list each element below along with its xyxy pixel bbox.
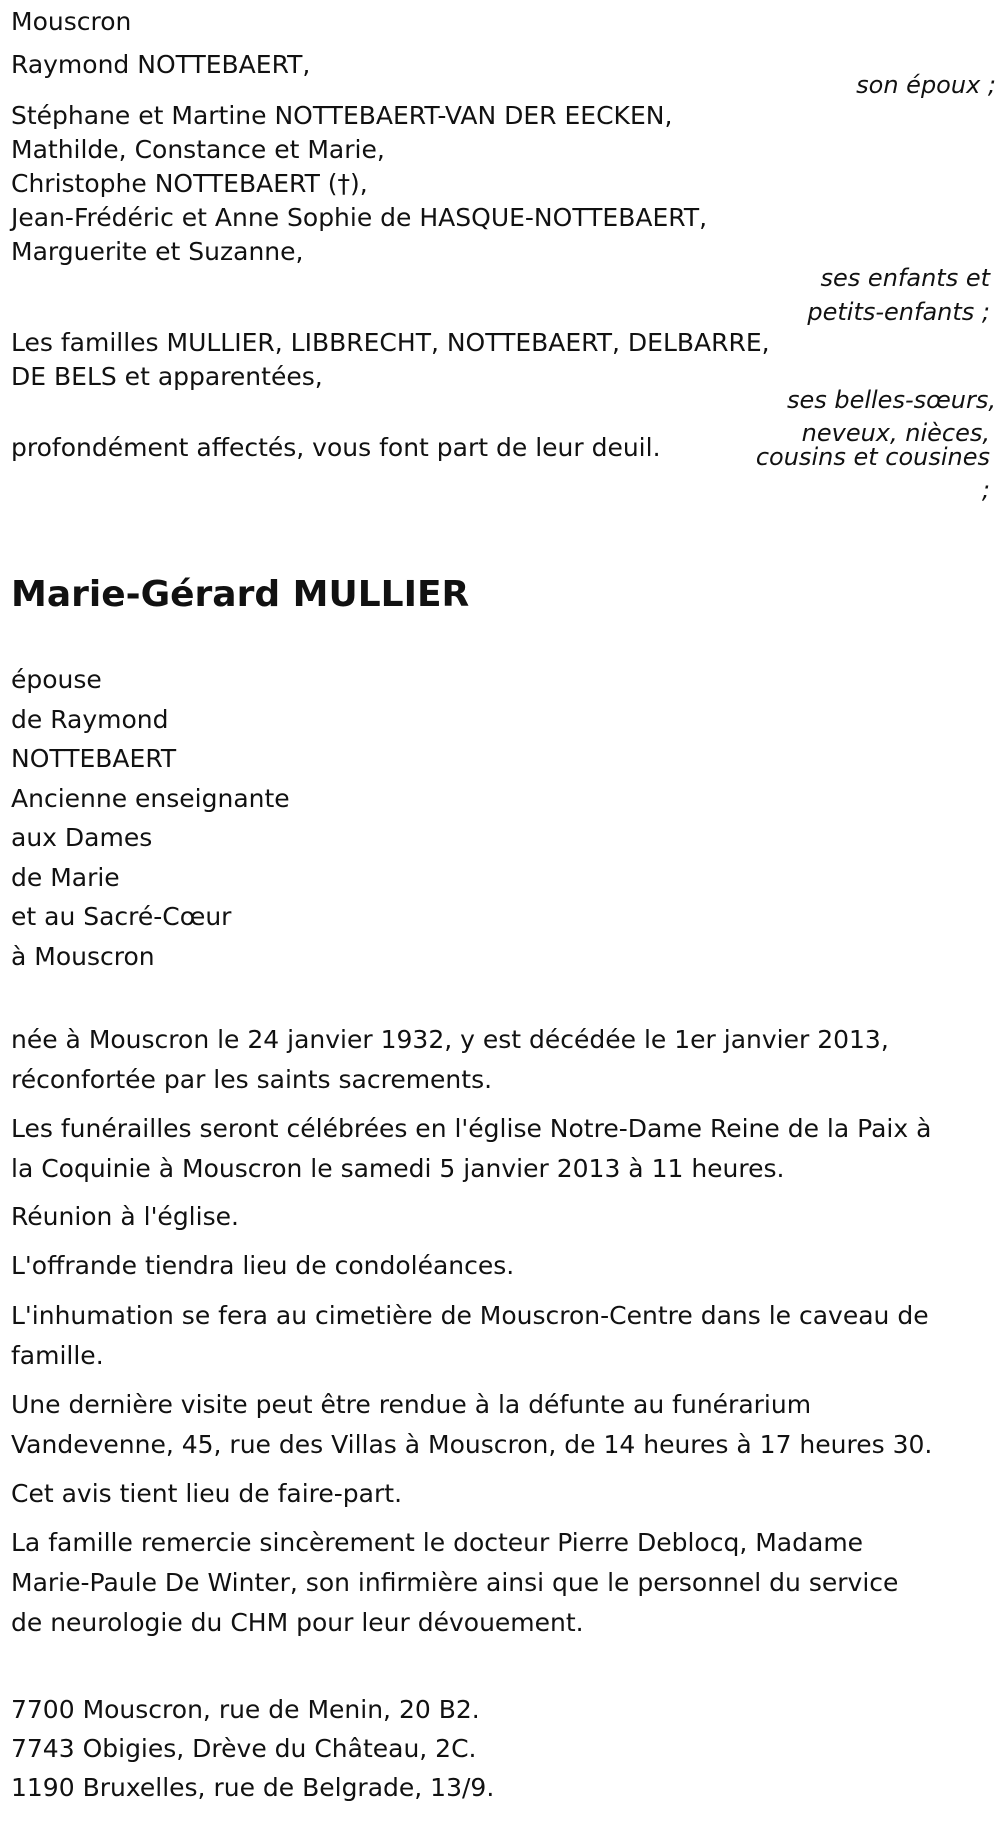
family-line: Christophe NOTTEBAERT (†),: [11, 169, 368, 198]
paragraph-meeting: [11, 1197, 239, 1237]
family-line: Jean-Frédéric et Anne Sophie de HASQUE-NOTTEBAERT,: [11, 203, 708, 232]
description-line: et au Sacré-Cœur: [11, 902, 232, 931]
relation-label: ;: [981, 476, 990, 504]
family-line: Mathilde, Constance et Marie,: [11, 135, 385, 164]
family-line: Marguerite et Suzanne,: [11, 237, 304, 266]
relation-label: petits-enfants ;: [807, 298, 990, 326]
paragraph-line: Les funérailles seront célébrées en l'église Notre-Dame Reine de la Paix à: [11, 1114, 932, 1143]
relation-extended-family: [11, 420, 996, 512]
relation-label: neveux, nièces,: [801, 419, 990, 447]
paragraph-funeral: [11, 1109, 931, 1189]
family-line: Raymond NOTTEBAERT,: [11, 50, 311, 79]
family-line: DE BELS et apparentées,: [11, 362, 323, 391]
description-line: épouse: [11, 665, 102, 694]
relation-label: son époux ;: [856, 71, 996, 99]
address-line: 1190 Bruxelles, rue de Belgrade, 13/9.: [11, 1773, 495, 1802]
paragraph-faire-part: [11, 1474, 402, 1514]
paragraph-line: L'inhumation se fera au cimetière de Mouscron-Centre dans le caveau de: [11, 1301, 929, 1330]
place-heading: Mouscron: [11, 7, 132, 36]
paragraph-line: Une dernière visite peut être rendue à la défunte au funérarium: [11, 1390, 812, 1419]
paragraph-line: la Coquinie à Mouscron le samedi 5 janvier 2013 à 11 heures.: [11, 1154, 785, 1183]
address-line: 7700 Mouscron, rue de Menin, 20 B2.: [11, 1695, 480, 1724]
family-group-families: [11, 326, 770, 394]
family-group-children: [11, 99, 707, 269]
paragraph-line: réconfortée par les saints sacrements.: [11, 1065, 493, 1094]
paragraph-line: L'offrande tiendra lieu de condoléances.: [11, 1251, 515, 1280]
description-line: Ancienne enseignante: [11, 783, 290, 813]
relation-label: ses belles-sœurs,: [786, 386, 996, 414]
paragraph-birth-death: [11, 1020, 889, 1100]
paragraph-thanks: [11, 1523, 898, 1643]
deceased-name: Marie-Gérard MULLIER: [11, 574, 470, 615]
paragraph-burial: [11, 1296, 929, 1376]
paragraph-line: Cet avis tient lieu de faire-part.: [11, 1479, 403, 1508]
paragraph-visit: [11, 1385, 932, 1465]
description-line: aux Dames: [11, 823, 153, 852]
paragraph-line: née à Mouscron le 24 janvier 1932, y est décédée le 1er janvier 2013,: [11, 1025, 889, 1054]
family-line: Stéphane et Martine NOTTEBAERT-VAN DER EECKEN,: [11, 101, 673, 130]
address-list: [11, 1690, 494, 1807]
announcement-text: profondément affectés, vous font part de leur deuil.: [11, 433, 661, 462]
paragraph-offering: [11, 1246, 514, 1286]
paragraph-line: de neurologie du CHM pour leur dévouement.: [11, 1608, 584, 1637]
relation-label: ses enfants et: [820, 264, 990, 292]
description-line: NOTTEBAERT: [11, 744, 177, 773]
paragraph-line: Vandevenne, 45, rue des Villas à Mouscron, de 14 heures à 17 heures 30.: [11, 1430, 933, 1459]
description-line: de Marie: [11, 862, 120, 892]
relation-label: cousins et cousines: [755, 443, 990, 471]
deceased-description: [11, 660, 290, 976]
address-line: 7743 Obigies, Drève du Château, 2C.: [11, 1734, 477, 1763]
family-line: Les familles MULLIER, LIBBRECHT, NOTTEBAERT, DELBARRE,: [11, 328, 770, 357]
description-line: de Raymond: [11, 704, 169, 734]
paragraph-line: Marie-Paule De Winter, son infirmière ainsi que le personnel du service: [11, 1568, 899, 1597]
paragraph-line: famille.: [11, 1341, 104, 1370]
relation-children: [11, 261, 996, 329]
paragraph-line: La famille remercie sincèrement le docteur Pierre Deblocq, Madame: [11, 1528, 864, 1557]
description-line: à Mouscron: [11, 941, 155, 971]
paragraph-line: Réunion à l'église.: [11, 1202, 239, 1231]
